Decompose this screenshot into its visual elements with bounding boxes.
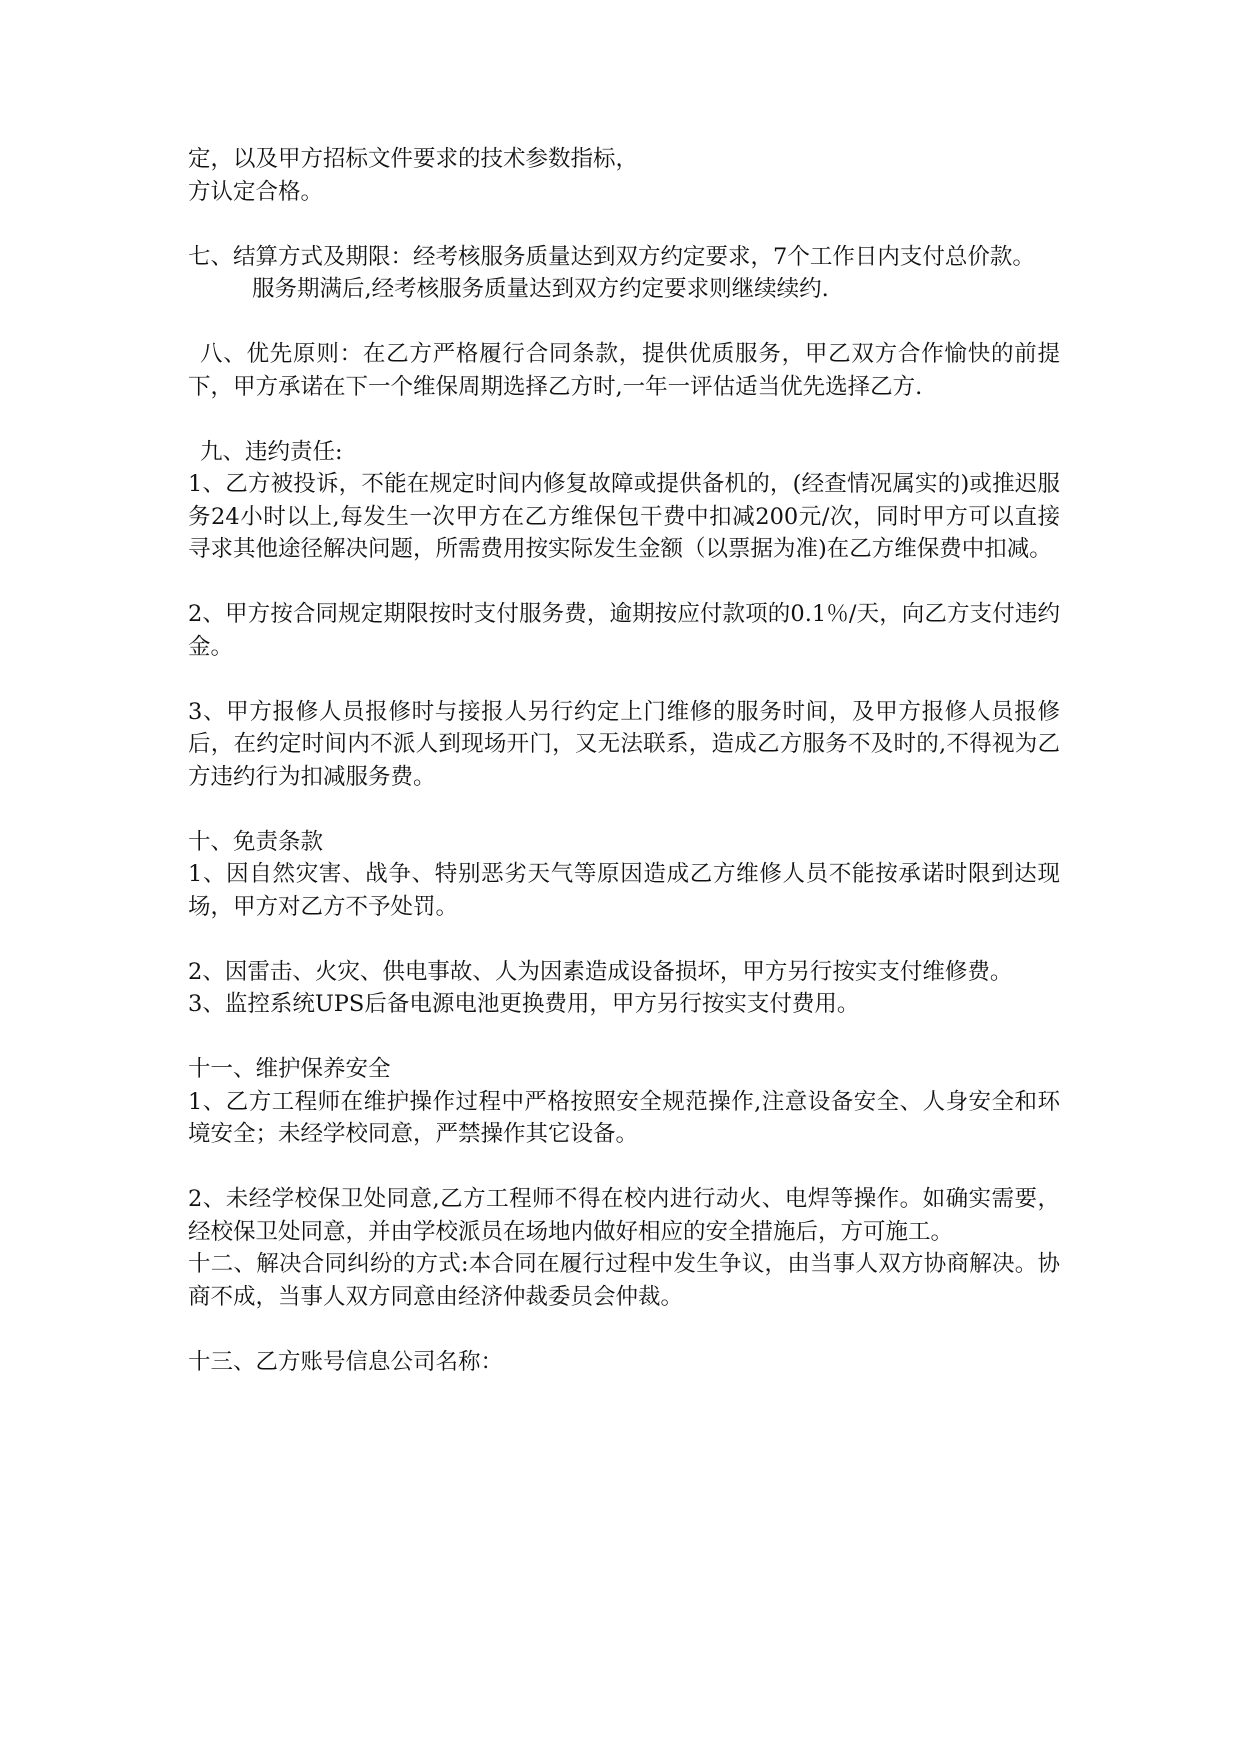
spacer bbox=[188, 566, 1060, 599]
clause-10-3: 3、监控系统UPS后备电源电池更换费用，甲方另行按实支付费用。 bbox=[188, 991, 860, 1017]
spacer bbox=[188, 1313, 1060, 1346]
paragraph-technical-params: 定，以及甲方招标文件要求的技术参数指标， bbox=[188, 146, 639, 172]
clause-9-3: 3、甲方报修人员报修时与接报人另行约定上门维修的服务时间，及甲方报修人员报修后，在约定时间内不派人到现场开门，又无法联系，造成乙方服务不及时的,不得视为乙方违约行为扣减服务费。 bbox=[188, 698, 1060, 790]
clause-9-2: 2、甲方按合同规定期限按时支付服务费，逾期按应付款项的0.1％/天，向乙方支付违约金。 bbox=[188, 601, 1060, 660]
section-10-heading: 十、免责条款 bbox=[188, 828, 324, 855]
spacer bbox=[188, 403, 1060, 436]
section-12-dispute: 十二、解决合同纠纷的方式:本合同在履行过程中发生争议，由当事人双方协商解决。协商不成，当事人双方同意由经济仲裁委员会仲裁。 bbox=[188, 1251, 1060, 1310]
spacer bbox=[188, 923, 1060, 956]
clause-9-1: 1、乙方被投诉，不能在规定时间内修复故障或提供备机的，(经查情况属实的)或推迟服务24小时以上,每发生一次甲方在乙方维保包干费中扣减200元/次，同时甲方可以直接寻求其他途径解决问题，所需费用按实际发生金额（以票据为准)在乙方维保费中扣减。 bbox=[188, 471, 1060, 562]
spacer bbox=[188, 793, 1060, 826]
paragraph-renewal: 服务期满后,经考核服务质量达到双方约定要求则继续续约. bbox=[252, 276, 829, 302]
paragraph-acceptance: 方认定合格。 bbox=[188, 178, 324, 205]
clause-11-2: 2、未经学校保卫处同意,乙方工程师不得在校内进行动火、电焊等操作。如确实需要，经校保卫处同意，并由学校派员在场地内做好相应的安全措施后，方可施工。 bbox=[188, 1186, 1060, 1245]
section-11-heading: 十一、维护保养安全 bbox=[188, 1056, 391, 1082]
spacer bbox=[188, 1021, 1060, 1054]
spacer bbox=[188, 663, 1060, 696]
clause-11-1: 1、乙方工程师在维护操作过程中严格按照安全规范操作,注意设备安全、人身安全和环境安全；未经学校同意，严禁操作其它设备。 bbox=[188, 1088, 1060, 1147]
section-7-settlement: 七、结算方式及期限：经考核服务质量达到双方约定要求，7个工作日内支付总价款。 bbox=[188, 243, 1035, 270]
spacer bbox=[188, 306, 1060, 339]
section-8-priority: 八、优先原则：在乙方严格履行合同条款，提供优质服务，甲乙双方合作愉快的前提下，甲方承诺在下一个维保周期选择乙方时,一年一评估适当优先选择乙方. bbox=[188, 341, 1060, 400]
clause-10-1: 1、因自然灾害、战争、特别恶劣天气等原因造成乙方维修人员不能按承诺时限到达现场，甲方对乙方不予处罚。 bbox=[188, 861, 1060, 920]
spacer bbox=[188, 1151, 1060, 1184]
document-body bbox=[188, 143, 1060, 1378]
spacer bbox=[188, 208, 1060, 241]
section-13-account: 十三、乙方账号信息公司名称： bbox=[188, 1348, 504, 1375]
section-9-heading: 九、违约责任: bbox=[200, 438, 343, 465]
clause-10-2: 2、因雷击、火灾、供电事故、人为因素造成设备损坏，甲方另行按实支付维修费。 bbox=[188, 958, 1013, 985]
